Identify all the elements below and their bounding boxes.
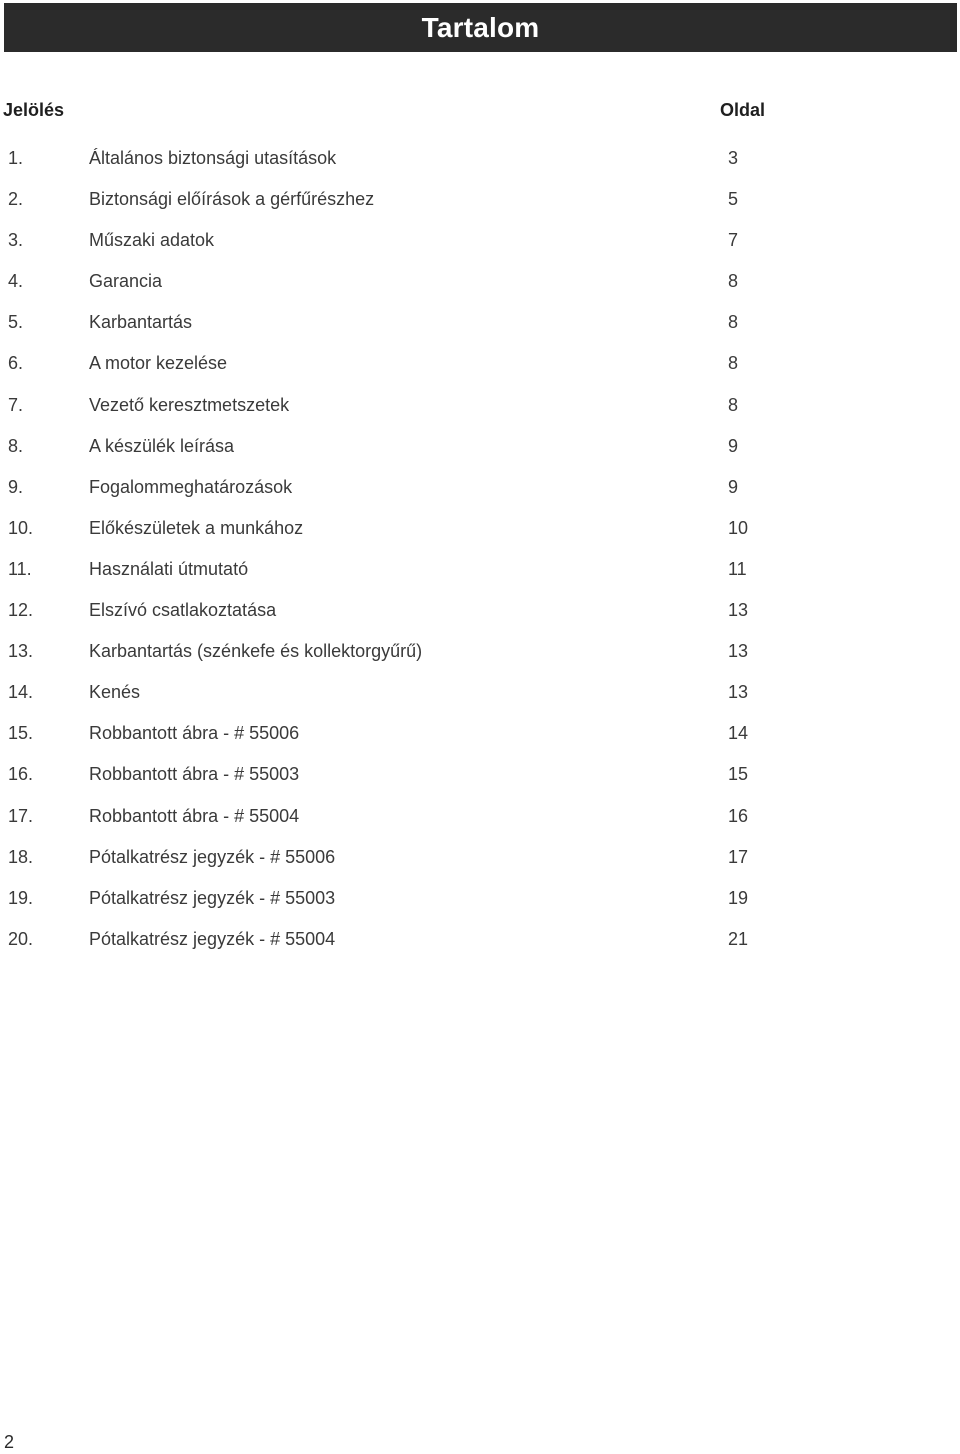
toc-entry-title: Garancia xyxy=(89,271,163,292)
toc-entry-title: Előkészületek a munkához xyxy=(89,517,304,538)
toc-entry-number: 19. xyxy=(8,887,34,908)
toc-entry xyxy=(0,805,960,846)
toc-entry-number: 8. xyxy=(8,435,24,456)
toc-entry xyxy=(0,270,960,311)
toc-entry-title: Műszaki adatok xyxy=(89,230,215,251)
toc-entry-number: 16. xyxy=(8,764,34,785)
toc-entry-page: 15 xyxy=(728,764,749,785)
toc-entry-number: 10. xyxy=(8,517,34,538)
toc-entry-number: 4. xyxy=(8,271,24,292)
toc-entry-number: 7. xyxy=(8,394,24,415)
toc-entry-page: 17 xyxy=(728,846,749,867)
toc-entry-page: 8 xyxy=(728,394,739,415)
page-number: 2 xyxy=(4,1432,15,1452)
toc-entry-page: 8 xyxy=(728,353,739,374)
toc-entry-title: Robbantott ábra - # 55003 xyxy=(89,764,300,785)
toc-entry xyxy=(0,640,960,681)
toc-entry-number: 18. xyxy=(8,846,34,867)
toc-entry-page: 21 xyxy=(728,928,749,949)
toc-entry xyxy=(0,846,960,887)
toc-entry-title: Karbantartás xyxy=(89,312,193,333)
toc-entry-title: Elszívó csatlakoztatása xyxy=(89,600,277,621)
toc-entry-page: 8 xyxy=(728,271,739,292)
toc-entry-title: Pótalkatrész jegyzék - # 55006 xyxy=(89,846,336,867)
toc-entry xyxy=(0,229,960,270)
toc-entry-number: 15. xyxy=(8,723,34,744)
toc-entry-title: Robbantott ábra - # 55004 xyxy=(89,805,300,826)
toc-entry xyxy=(0,681,960,722)
toc-entry-title: Robbantott ábra - # 55006 xyxy=(89,723,300,744)
toc-entry-title: Biztonsági előírások a gérfűrészhez xyxy=(89,189,375,210)
toc-entry-page: 5 xyxy=(728,189,739,210)
toc-entry xyxy=(0,435,960,476)
toc-entry-page: 9 xyxy=(728,435,739,456)
toc-entry-number: 20. xyxy=(8,928,34,949)
toc-entry-page: 14 xyxy=(728,723,749,744)
toc-entry xyxy=(0,311,960,352)
toc-entry-title: Karbantartás (szénkefe és kollektorgyűrű) xyxy=(89,641,423,662)
toc-entry-title: A készülék leírása xyxy=(89,435,235,456)
toc-entry xyxy=(0,599,960,640)
toc-entry-number: 5. xyxy=(8,312,24,333)
table-of-contents xyxy=(0,147,960,969)
toc-entry xyxy=(0,394,960,435)
toc-entry-number: 17. xyxy=(8,805,34,826)
toc-entry-page: 7 xyxy=(728,230,739,251)
toc-entry-number: 9. xyxy=(8,476,24,497)
toc-entry-number: 3. xyxy=(8,230,24,251)
toc-entry-page: 8 xyxy=(728,312,739,333)
toc-entry-page: 10 xyxy=(728,517,749,538)
toc-entry-page: 13 xyxy=(728,600,749,621)
toc-entry-number: 6. xyxy=(8,353,24,374)
toc-entry-title: A motor kezelése xyxy=(89,353,228,374)
toc-entry-title: Kenés xyxy=(89,682,141,703)
toc-entry-number: 11. xyxy=(8,558,32,579)
toc-entry xyxy=(0,188,960,229)
toc-entry-title: Fogalommeghatározások xyxy=(89,476,293,497)
toc-entry-page: 16 xyxy=(728,805,749,826)
toc-entry-title: Pótalkatrész jegyzék - # 55003 xyxy=(89,887,336,908)
toc-entry-number: 14. xyxy=(8,682,34,703)
toc-entry-page: 13 xyxy=(728,641,749,662)
column-header-page: Oldal xyxy=(720,100,766,120)
toc-entry-page: 3 xyxy=(728,148,739,168)
toc-entry xyxy=(0,476,960,517)
toc-entry xyxy=(0,558,960,599)
toc-entry xyxy=(0,887,960,928)
toc-entry-title: Pótalkatrész jegyzék - # 55004 xyxy=(89,928,336,949)
toc-entry-title: Vezető keresztmetszetek xyxy=(89,394,290,415)
toc-entry-page: 13 xyxy=(728,682,749,703)
toc-entry xyxy=(0,722,960,763)
toc-entry-title: Általános biztonsági utasítások xyxy=(89,148,337,168)
toc-entry xyxy=(0,928,960,969)
toc-entry xyxy=(0,763,960,804)
toc-entry xyxy=(0,147,960,188)
toc-entry-page: 19 xyxy=(728,887,749,908)
toc-entry-number: 1. xyxy=(8,148,24,168)
page-title: Tartalom xyxy=(421,11,540,43)
toc-entry-title: Használati útmutató xyxy=(89,558,249,579)
toc-entry-number: 12. xyxy=(8,600,34,621)
column-header-designation: Jelölés xyxy=(3,100,65,120)
toc-entry xyxy=(0,517,960,558)
toc-entry-number: 13. xyxy=(8,641,34,662)
toc-entry-page: 11 xyxy=(728,558,747,579)
title-bar xyxy=(4,3,957,52)
toc-entry xyxy=(0,352,960,393)
toc-entry-number: 2. xyxy=(8,189,24,210)
toc-entry-page: 9 xyxy=(728,476,739,497)
